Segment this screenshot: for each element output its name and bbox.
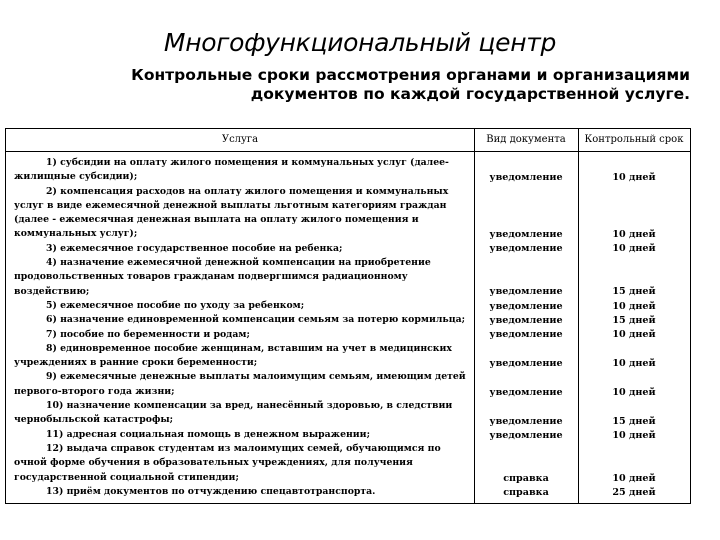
term-value: 10 дней bbox=[612, 243, 656, 254]
doc-type-value: уведомление bbox=[489, 329, 563, 340]
service-item: 9) ежемесячные денежные выплаты малоимущим семьям, имеющим детей первого-второго года жизни; bbox=[14, 371, 466, 397]
doc-type-value: уведомление bbox=[489, 301, 563, 312]
term-value: 10 дней bbox=[612, 172, 656, 183]
term-value: 10 дней bbox=[612, 473, 656, 484]
service-item: 7) пособие по беременности и родам; bbox=[46, 328, 250, 340]
doc-type-value: справка bbox=[503, 473, 549, 484]
service-item: 10) назначение компенсации за вред, нанесённый здоровью, в следствии чернобыльской катастрофы; bbox=[14, 400, 453, 426]
page-title: Многофункциональный центр bbox=[163, 28, 557, 57]
term-value: 25 дней bbox=[612, 487, 656, 498]
service-item: 13) приём документов по отчуждению спецавтотранспорта. bbox=[46, 485, 376, 497]
doc-type-value: уведомление bbox=[489, 387, 563, 398]
term-value: 15 дней bbox=[612, 315, 656, 326]
term-value: 10 дней bbox=[612, 430, 656, 441]
page-subtitle bbox=[50, 66, 690, 104]
column-header-term: Контрольный срок bbox=[584, 134, 684, 145]
service-item: 5) ежемесячное пособие по уходу за ребенком; bbox=[46, 299, 305, 311]
term-value: 10 дней bbox=[612, 358, 656, 369]
doc-type-value: уведомление bbox=[489, 229, 563, 240]
doc-type-value: уведомление bbox=[489, 315, 563, 326]
column-header-service: Услуга bbox=[221, 134, 259, 145]
service-item: 8) единовременное пособие женщинам, вставшим на учет в медицинских учреждениях в ранние сроки беременности; bbox=[14, 342, 452, 369]
term-value: 10 дней bbox=[612, 329, 656, 340]
service-item: 2) компенсация расходов на оплату жилого помещения и коммунальных услуг в виде ежемесячной денежной выплаты льготным категориям граждан (далее - ежемесячная денежная выплата на оплату жилого помещения и коммунальных услуг); bbox=[14, 185, 449, 240]
doc-type-value: уведомление bbox=[489, 172, 563, 183]
service-item: 3) ежемесячное государственное пособие на ребенка; bbox=[46, 242, 343, 254]
services-table bbox=[5, 128, 691, 504]
term-value: 15 дней bbox=[612, 286, 656, 297]
service-item: 11) адресная социальная помощь в денежном выражении; bbox=[46, 428, 371, 440]
subtitle-line-1: Контрольные сроки рассмотрения органами и организациями bbox=[131, 66, 690, 84]
doc-type-value: уведомление bbox=[489, 358, 563, 369]
doc-type-value: уведомление bbox=[489, 430, 563, 441]
term-value: 10 дней bbox=[612, 301, 656, 312]
service-item: 12) выдача справок студентам из малоимущих семей, обучающимся по очной форме обучения в образовательных учреждениях, для получения государственной социальной стипендии; bbox=[14, 442, 441, 483]
term-value: 10 дней bbox=[612, 229, 656, 240]
service-item: 1) субсидии на оплату жилого помещения и коммунальных услуг (далее- жилищные субсидии); bbox=[14, 157, 449, 183]
service-item: 4) назначение ежемесячной денежной компенсации на приобретение продовольственных товаров гражданам подвергшимся радиационному воздействию; bbox=[14, 257, 431, 297]
doc-type-value: уведомление bbox=[489, 286, 563, 297]
service-item: 6) назначение единовременной компенсации семьям за потерю кормильца; bbox=[46, 314, 466, 326]
services-list bbox=[14, 156, 470, 499]
table-header bbox=[6, 129, 690, 152]
subtitle-line-2: документов по каждой государственной услуге. bbox=[250, 85, 690, 103]
doc-type-value: уведомление bbox=[489, 243, 563, 254]
term-value: 10 дней bbox=[612, 387, 656, 398]
term-value: 15 дней bbox=[612, 416, 656, 427]
column-header-doc-type: Вид документа bbox=[486, 134, 566, 145]
doc-type-value: уведомление bbox=[489, 416, 563, 427]
doc-type-value: справка bbox=[503, 487, 549, 498]
